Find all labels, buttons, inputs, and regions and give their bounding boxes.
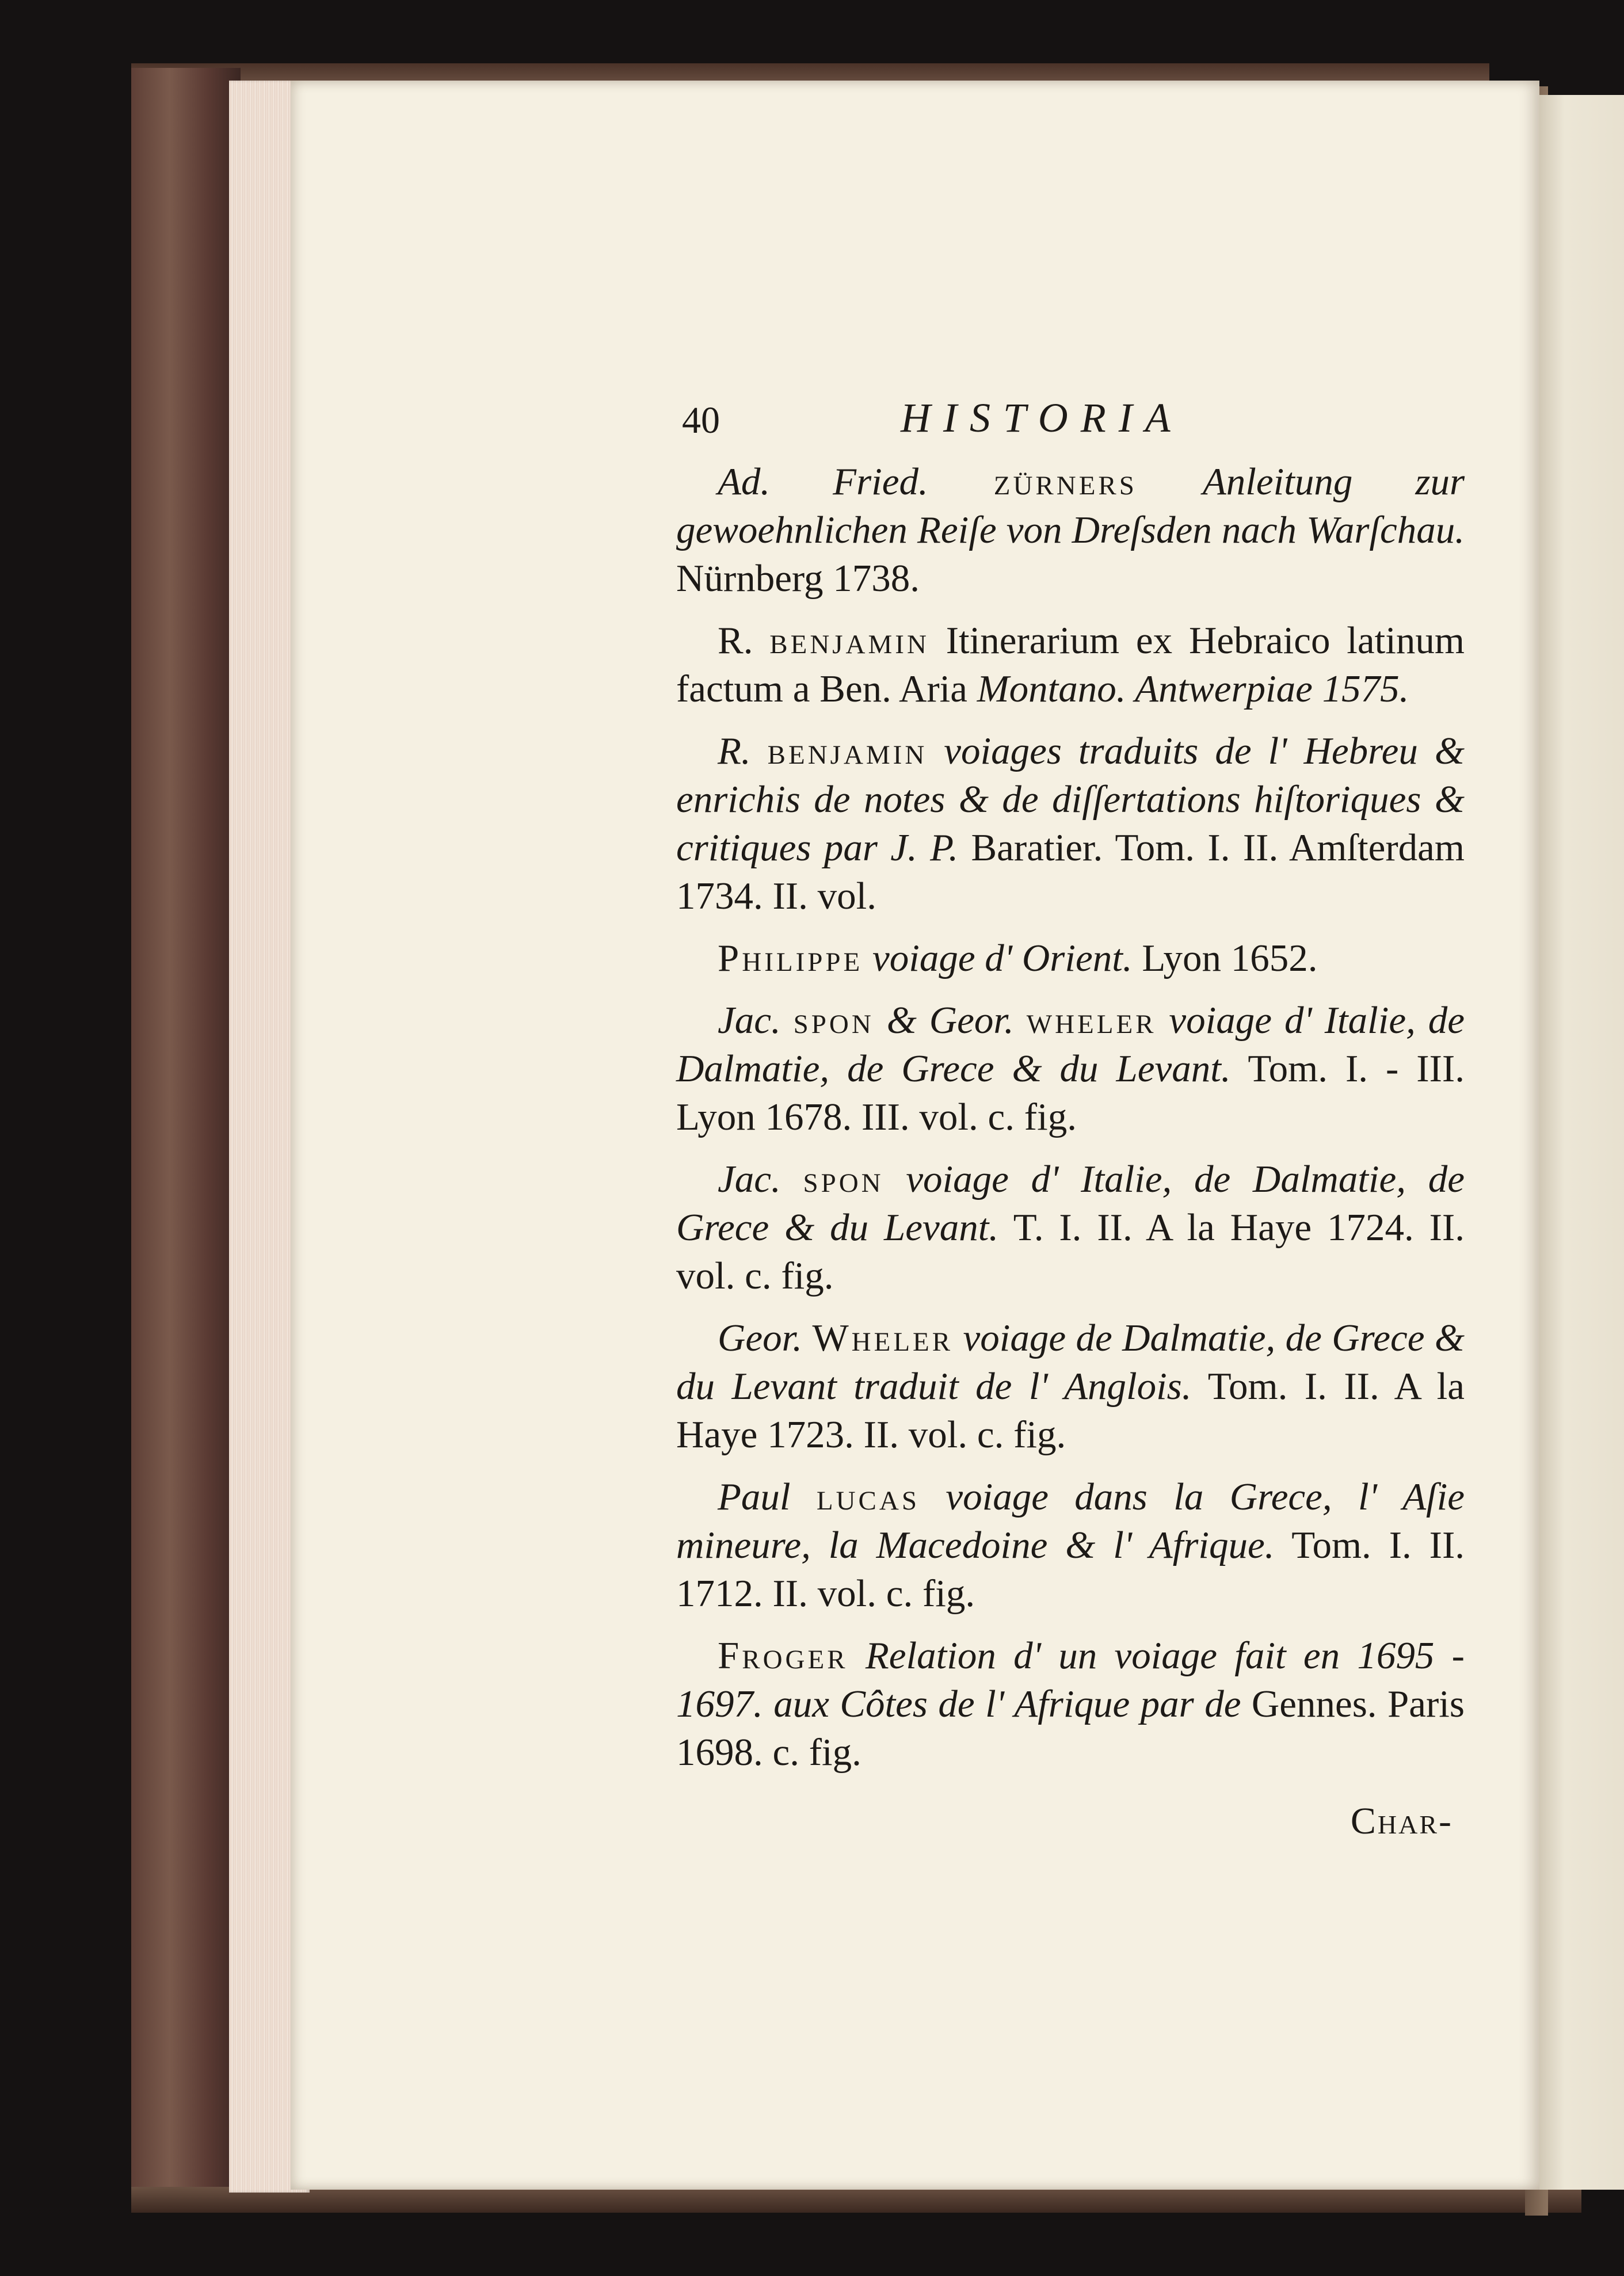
bibliography-entry <box>676 1473 1465 1618</box>
bibliography-entry <box>676 996 1465 1141</box>
page-number: 40 <box>682 399 720 441</box>
entry-text: & Geor. <box>874 999 1027 1042</box>
entry-text: Relation d' un voiage fait en 1695 - 1697. aux Côtes de l' Afrique par de <box>676 1634 1465 1725</box>
entry-text: Jac. <box>718 999 794 1042</box>
bibliography-entry <box>676 1155 1465 1300</box>
author-name: spon <box>793 999 874 1042</box>
page-header <box>676 394 1465 458</box>
author-name: wheler <box>1026 999 1157 1042</box>
entry-text: T. I. II. A la Haye 1724. II. vol. c. fig. <box>676 1206 1465 1297</box>
entry-text: Nürnberg 1738. <box>676 557 920 600</box>
bibliography-entry <box>676 1631 1465 1776</box>
entry-text: Anleitung zur gewoehnlichen Reiſe von Dreſsden nach Warſchau. <box>676 460 1465 551</box>
running-title: HISTORIA <box>901 395 1183 441</box>
entry-text: voiage d' Italie, de Dalmatie, de Grece & du Levant. <box>676 999 1465 1090</box>
entry-text: Montano. Antwerpiae 1575. <box>977 668 1409 710</box>
author-name: Philippe <box>718 937 863 979</box>
entry-text: R. <box>718 619 770 662</box>
entry-text: Jac. <box>718 1158 803 1200</box>
entry-text: Tom. I. II. A la Haye 1723. II. vol. c. fig. <box>676 1365 1465 1456</box>
bibliography-entries <box>676 458 1465 1776</box>
entry-text: Baratier. Tom. I. II. Amſterdam 1734. II. vol. <box>676 826 1465 917</box>
entry-text: voiage d' Orient. <box>863 937 1133 979</box>
entry-text: voiages traduits de l' Hebreu & enrichis de notes & de diſſertations hiſtoriques & critiques par J. P. <box>676 730 1465 869</box>
facing-page-edge <box>1538 95 1624 2190</box>
entry-text: Itinerarium ex Hebraico latinum factum a Ben. Aria <box>676 619 1465 710</box>
entry-text: Lyon 1652. <box>1132 937 1318 979</box>
author-name: Froger <box>718 1634 848 1677</box>
entry-text: voiage de Dalmatie, de Grece & du Levant traduit de l' Anglois. <box>676 1317 1465 1408</box>
bibliography-entry <box>676 1314 1465 1459</box>
text-block <box>676 394 1465 1843</box>
entry-text: Gennes. Paris 1698. c. fig. <box>676 1683 1465 1774</box>
author-name: lucas <box>816 1476 920 1518</box>
entry-text: voiage dans la Grece, l' Aſie mineure, la Macedoine & l' Afrique. <box>676 1476 1465 1566</box>
author-name: zürners <box>928 460 1203 503</box>
book-spine <box>131 68 241 2208</box>
author-name: benjamin <box>767 730 928 772</box>
entry-text: Tom. I. - III. Lyon 1678. III. vol. c. fig. <box>676 1047 1465 1138</box>
entry-text: Tom. I. II. 1712. II. vol. c. fig. <box>676 1524 1465 1615</box>
bibliography-entry <box>676 458 1465 603</box>
entry-text: Ad. Fried. <box>718 460 928 503</box>
entry-text: Geor. <box>718 1317 813 1359</box>
bibliography-entry <box>676 934 1465 982</box>
author-name: benjamin <box>769 619 929 662</box>
entry-text: voiage d' Italie, de Dalmatie, de Grece & du Levant. <box>676 1158 1465 1249</box>
catchword: Char- <box>1350 1800 1453 1842</box>
author-name: Wheler <box>812 1317 954 1359</box>
bibliography-entry <box>676 616 1465 713</box>
entry-text: R. <box>718 730 768 772</box>
book-cover-bottom <box>131 2187 1581 2213</box>
bibliography-entry <box>676 727 1465 920</box>
entry-text: Paul <box>718 1476 817 1518</box>
author-name: spon <box>803 1158 884 1200</box>
